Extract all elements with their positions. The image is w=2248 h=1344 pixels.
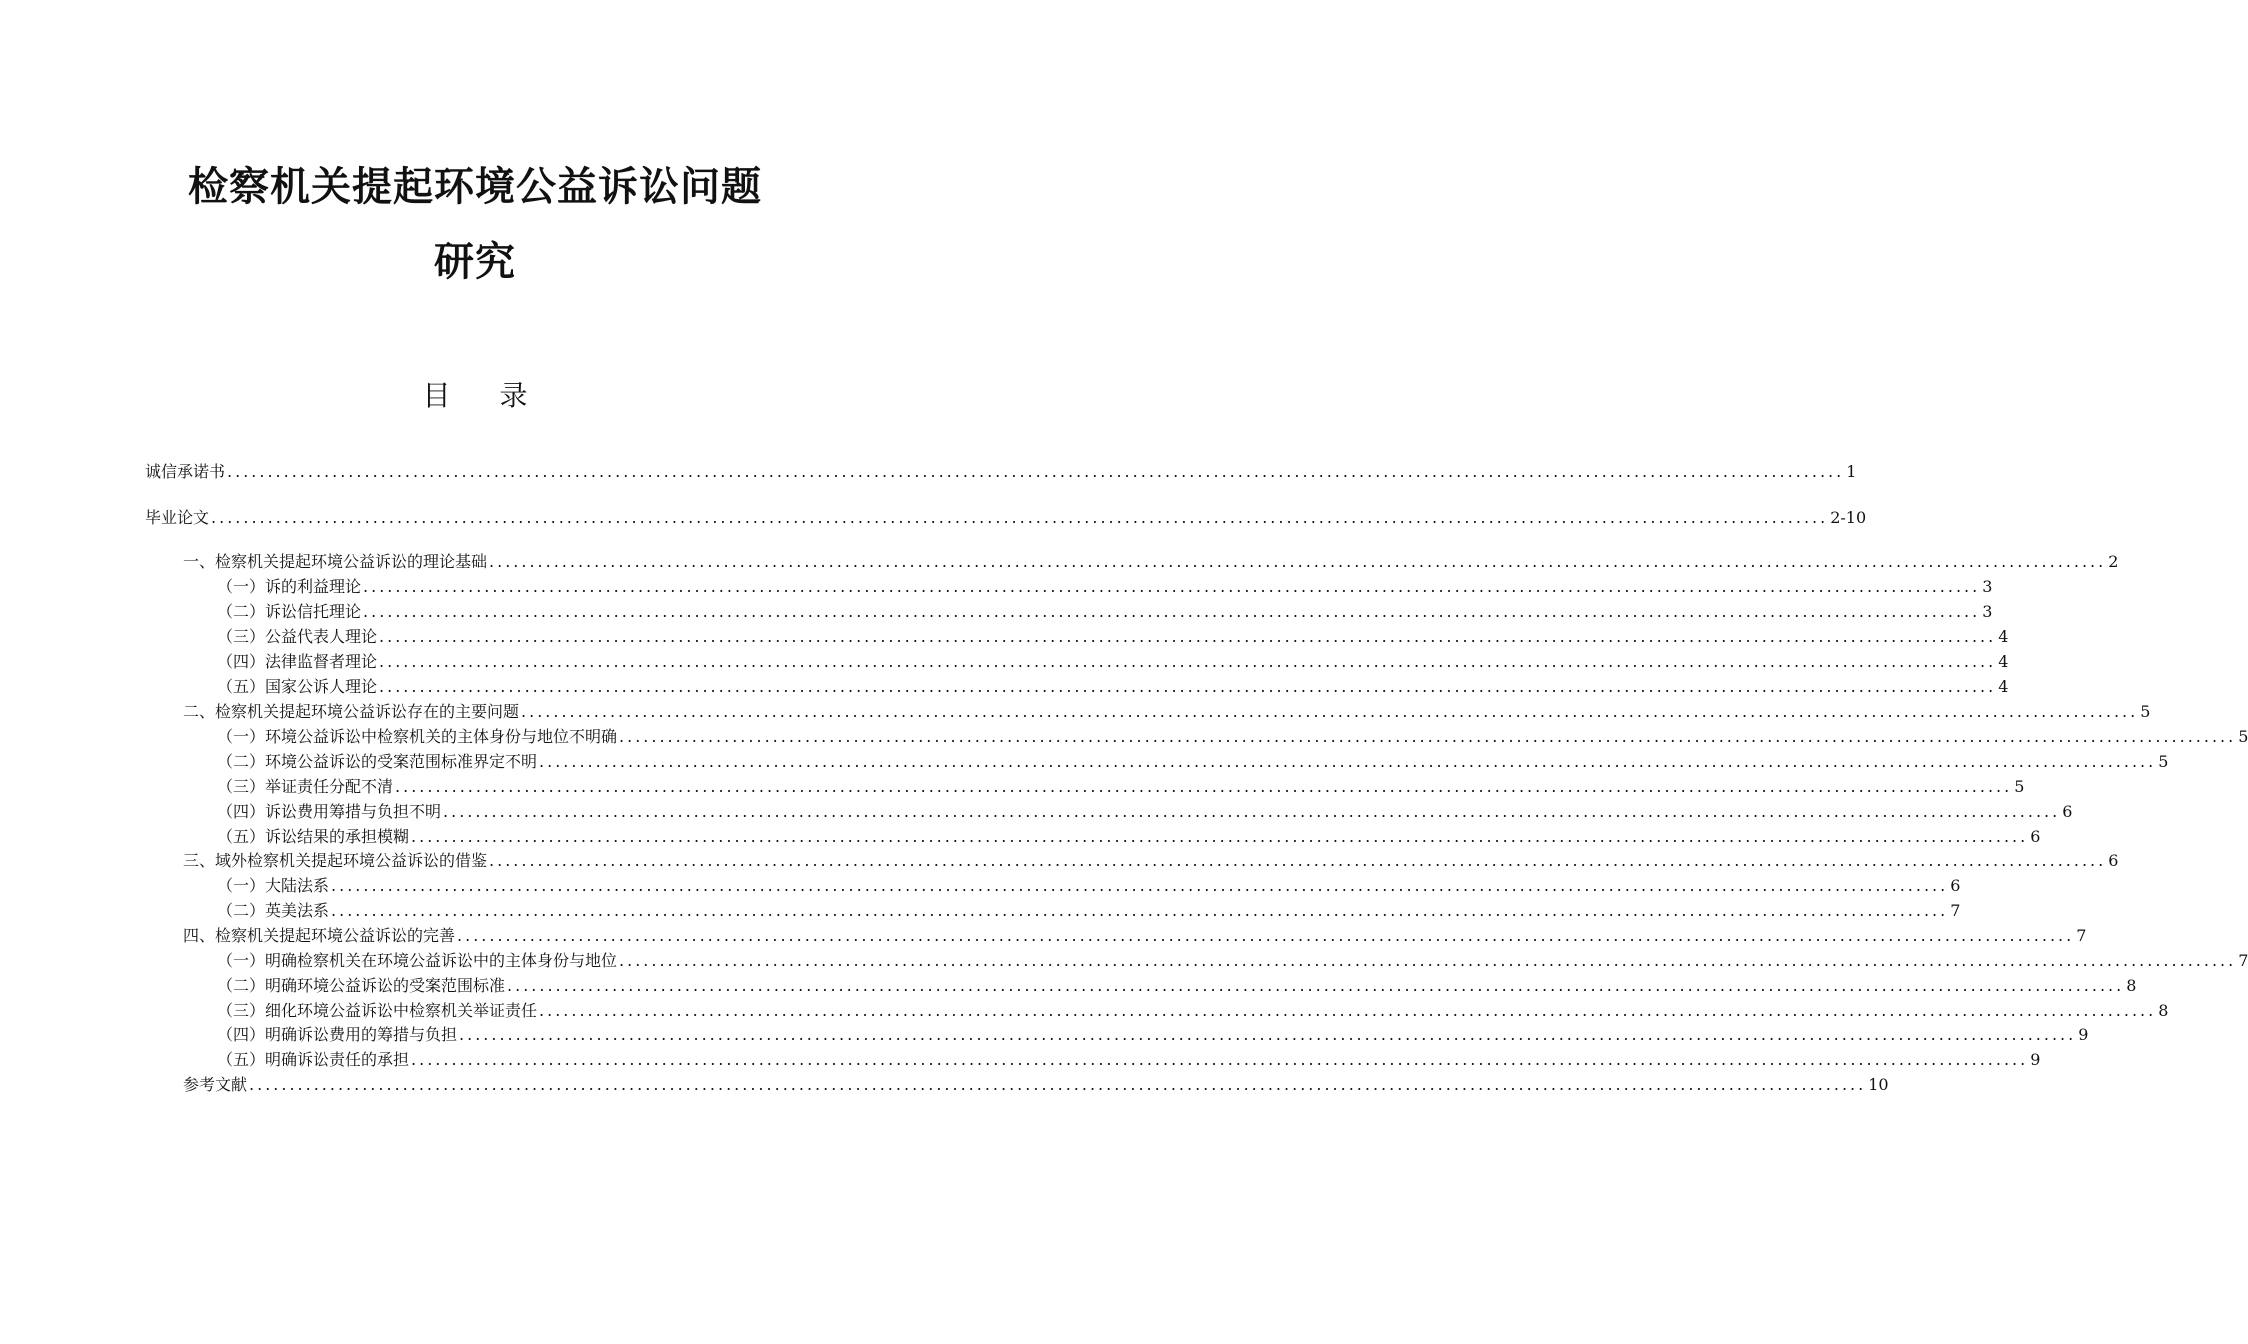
toc-leader-dots: ........................................................................................................................................................................................................ <box>411 1050 2029 1069</box>
toc-entry-label: （四）诉讼费用筹措与负担不明 <box>217 802 442 821</box>
toc-entry-label: （二）诉讼信托理论 <box>217 602 362 621</box>
toc-entry-label: 一、检察机关提起环境公益诉讼的理论基础 <box>183 552 488 571</box>
toc-entry-section-4-4[interactable] <box>217 1024 2089 1046</box>
toc-leader-dots: ........................................................................................................................................................................................................ <box>459 1025 2077 1044</box>
toc-entry-page: 4 <box>1998 627 2009 646</box>
toc-entry-section-2-5[interactable] <box>217 826 2041 848</box>
toc-entry-chapter-2[interactable] <box>183 701 2151 723</box>
toc-entry-page: 6 <box>2108 851 2119 870</box>
toc-leader-dots: ........................................................................................................................................................................................................ <box>457 926 2075 945</box>
toc-entry-label: （四）明确诉讼费用的筹措与负担 <box>217 1025 458 1044</box>
toc-entry-chapter-3[interactable] <box>183 850 2119 872</box>
toc-leader-dots: ........................................................................................................................................................................................................ <box>619 727 2237 746</box>
toc-entry-section-4-3[interactable] <box>217 1000 2169 1022</box>
toc-leader-dots: ........................................................................................................................................................................................................ <box>227 462 1845 481</box>
toc-entry-label: （二）明确环境公益诉讼的受案范围标准 <box>217 976 506 995</box>
toc-entry-label: （一）环境公益诉讼中检察机关的主体身份与地位不明确 <box>217 727 618 746</box>
toc-leader-dots: ........................................................................................................................................................................................................ <box>379 677 1997 696</box>
toc-entry-label: 诚信承诺书 <box>145 462 226 481</box>
toc-entry-label: （三）公益代表人理论 <box>217 627 378 646</box>
toc-leader-dots: ........................................................................................................................................................................................................ <box>249 1075 1867 1094</box>
document-title-line-2: 研究 <box>434 239 516 285</box>
toc-entry-section-1-5[interactable] <box>217 676 2009 698</box>
toc-entry-page: 8 <box>2126 976 2137 995</box>
toc-leader-dots: ........................................................................................................................................................................................................ <box>489 851 2107 870</box>
toc-entry-label: （五）诉讼结果的承担模糊 <box>217 827 410 846</box>
toc-entry-thesis[interactable] <box>145 507 1867 529</box>
toc-entry-page: 7 <box>1950 901 1961 920</box>
toc-leader-dots: ........................................................................................................................................................................................................ <box>411 827 2029 846</box>
toc-entry-page: 5 <box>2014 777 2025 796</box>
toc-entry-page: 7 <box>2076 926 2087 945</box>
toc-leader-dots: ........................................................................................................................................................................................................ <box>331 901 1949 920</box>
toc-entry-label: （五）国家公诉人理论 <box>217 677 378 696</box>
toc-entry-chapter-1[interactable] <box>183 551 2119 573</box>
toc-leader-dots: ........................................................................................................................................................................................................ <box>443 802 2061 821</box>
toc-entry-page: 7 <box>2238 951 2248 970</box>
toc-entry-label: （五）明确诉讼责任的承担 <box>217 1050 410 1069</box>
toc-entry-page: 3 <box>1982 602 1993 621</box>
toc-entry-integrity-pledge[interactable] <box>145 461 1857 483</box>
toc-entry-label: （三）细化环境公益诉讼中检察机关举证责任 <box>217 1001 538 1020</box>
toc-entry-references[interactable] <box>183 1074 1889 1096</box>
toc-entry-page: 5 <box>2140 702 2151 721</box>
toc-leader-dots: ........................................................................................................................................................................................................ <box>379 652 1997 671</box>
toc-entry-label: 三、域外检察机关提起环境公益诉讼的借鉴 <box>183 851 488 870</box>
toc-leader-dots: ........................................................................................................................................................................................................ <box>539 1001 2157 1020</box>
toc-entry-label: （一）明确检察机关在环境公益诉讼中的主体身份与地位 <box>217 951 618 970</box>
toc-heading: 目 录 <box>422 379 548 412</box>
toc-entry-page: 5 <box>2238 727 2248 746</box>
toc-entry-section-1-3[interactable] <box>217 626 2009 648</box>
toc-leader-dots: ........................................................................................................................................................................................................ <box>379 627 1997 646</box>
toc-leader-dots: ........................................................................................................................................................................................................ <box>331 876 1949 895</box>
toc-entry-label: （三）举证责任分配不清 <box>217 777 394 796</box>
toc-entry-page: 1 <box>1846 462 1857 481</box>
toc-entry-section-4-5[interactable] <box>217 1049 2041 1071</box>
toc-entry-section-4-2[interactable] <box>217 975 2137 997</box>
toc-entry-page: 9 <box>2078 1025 2089 1044</box>
toc-entry-label: （二）英美法系 <box>217 901 330 920</box>
toc-leader-dots: ........................................................................................................................................................................................................ <box>619 951 2237 970</box>
toc-leader-dots: ........................................................................................................................................................................................................ <box>507 976 2125 995</box>
toc-entry-label: （一）大陆法系 <box>217 876 330 895</box>
toc-entry-page: 5 <box>2158 752 2169 771</box>
toc-entry-page: 2-10 <box>1830 508 1867 527</box>
toc-entry-page: 6 <box>2030 827 2041 846</box>
toc-entry-page: 6 <box>1950 876 1961 895</box>
toc-leader-dots: ........................................................................................................................................................................................................ <box>395 777 2013 796</box>
toc-leader-dots: ........................................................................................................................................................................................................ <box>539 752 2157 771</box>
toc-entry-chapter-4[interactable] <box>183 925 2087 947</box>
toc-entry-page: 3 <box>1982 577 1993 596</box>
toc-leader-dots: ........................................................................................................................................................................................................ <box>521 702 2139 721</box>
toc-entry-label: （二）环境公益诉讼的受案范围标准界定不明 <box>217 752 538 771</box>
toc-entry-label: 参考文献 <box>183 1075 248 1094</box>
toc-entry-page: 8 <box>2158 1001 2169 1020</box>
toc-entry-section-1-1[interactable] <box>217 576 1993 598</box>
toc-entry-page: 4 <box>1998 652 2009 671</box>
toc-entry-label: 二、检察机关提起环境公益诉讼存在的主要问题 <box>183 702 520 721</box>
toc-entry-page: 6 <box>2062 802 2073 821</box>
toc-entry-section-2-1[interactable] <box>217 726 2248 748</box>
toc-entry-section-3-2[interactable] <box>217 900 1961 922</box>
toc-entry-page: 2 <box>2108 552 2119 571</box>
toc-entry-section-2-2[interactable] <box>217 751 2169 773</box>
toc-entry-label: 四、检察机关提起环境公益诉讼的完善 <box>183 926 456 945</box>
toc-leader-dots: ........................................................................................................................................................................................................ <box>211 508 1829 527</box>
toc-entry-section-2-3[interactable] <box>217 776 2025 798</box>
toc-entry-section-2-4[interactable] <box>217 801 2073 823</box>
toc-leader-dots: ........................................................................................................................................................................................................ <box>363 602 1981 621</box>
toc-entry-section-1-4[interactable] <box>217 651 2009 673</box>
toc-entry-section-1-2[interactable] <box>217 601 1993 623</box>
toc-leader-dots: ........................................................................................................................................................................................................ <box>363 577 1981 596</box>
toc-entry-page: 4 <box>1998 677 2009 696</box>
toc-entry-label: （一）诉的利益理论 <box>217 577 362 596</box>
toc-entry-section-4-1[interactable] <box>217 950 2248 972</box>
toc-entry-label: 毕业论文 <box>145 508 210 527</box>
toc-entry-label: （四）法律监督者理论 <box>217 652 378 671</box>
toc-entry-section-3-1[interactable] <box>217 875 1961 897</box>
toc-entry-page: 10 <box>1868 1075 1889 1094</box>
toc-entry-page: 9 <box>2030 1050 2041 1069</box>
document-title-line-1: 检察机关提起环境公益诉讼问题 <box>188 164 762 210</box>
toc-leader-dots: ........................................................................................................................................................................................................ <box>489 552 2107 571</box>
